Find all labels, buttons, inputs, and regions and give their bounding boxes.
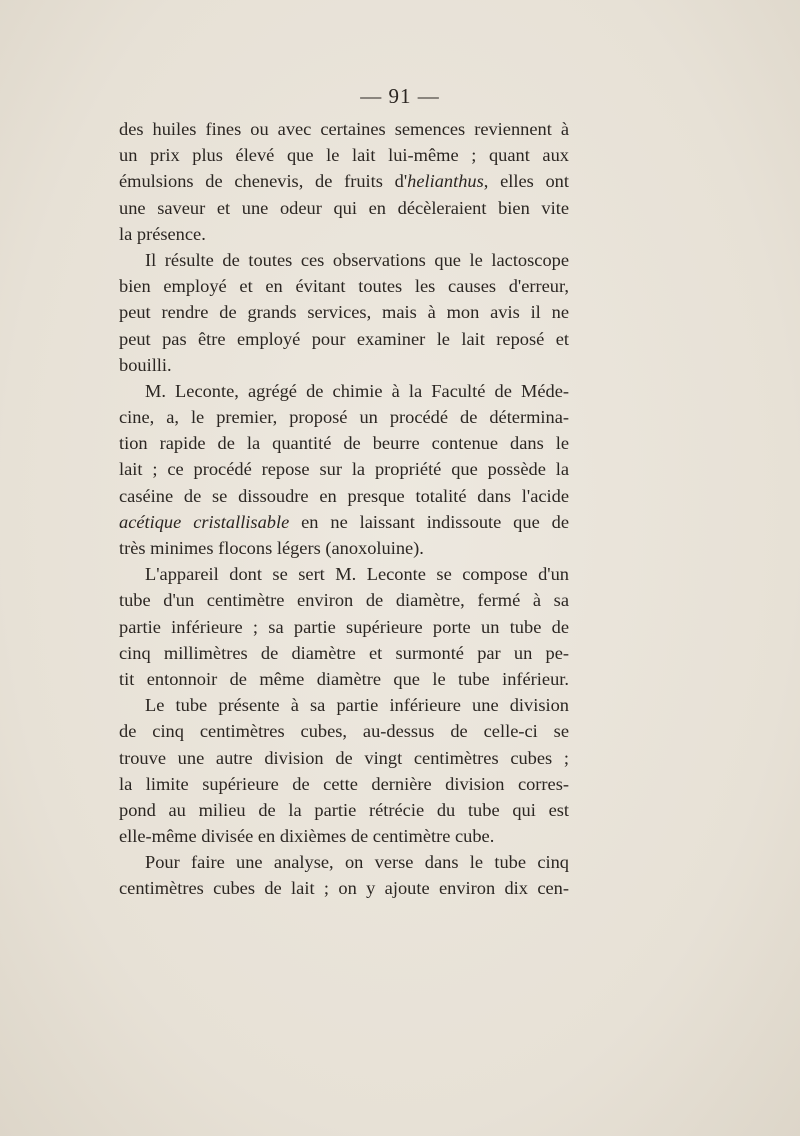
- text-line: des huiles fines ou avec certaines semences reviennent à: [119, 119, 569, 139]
- text-line: cinq millimètres de diamètre et surmonté par un pe-: [119, 642, 569, 663]
- text-line: bouilli.: [119, 354, 172, 375]
- text-line: trouve une autre division de vingt centimètres cubes ;: [119, 747, 569, 768]
- paragraph-first-line: Il résulte de toutes ces observations que le lactoscope: [145, 249, 569, 270]
- text-run: , elles ont: [483, 171, 569, 192]
- paragraph-first-line: Le tube présente à sa partie inférieure une division: [145, 695, 569, 716]
- text-line: tit entonnoir de même diamètre que le tube inférieur.: [119, 668, 569, 689]
- text-line: lait ; ce procédé repose sur la propriété que possède la: [119, 459, 569, 480]
- text-run: en ne laissant indissoute que de: [289, 511, 569, 532]
- text-line: tion rapide de la quantité de beurre contenue dans le: [119, 433, 569, 454]
- text-line: un prix plus élevé que le lait lui-même ; quant aux: [119, 145, 569, 166]
- text-line: partie inférieure ; sa partie supérieure porte un tube de: [119, 616, 569, 637]
- text-line: la limite supérieure de cette dernière division corres-: [119, 773, 569, 794]
- text-line: cine, a, le premier, proposé un procédé de détermina-: [119, 407, 569, 428]
- text-line: centimètres cubes de lait ; on y ajoute environ dix cen-: [119, 878, 569, 899]
- text-line: bien employé et en évitant toutes les causes d'erreur,: [119, 276, 569, 297]
- paragraph-first-line: L'appareil dont se sert M. Leconte se compose d'un: [145, 564, 569, 585]
- italic-term: acétique cristallisable: [119, 511, 290, 532]
- text-line: très minimes flocons légers (anoxoluine).: [119, 538, 424, 558]
- text-line: [119, 509, 569, 535]
- text-line: une saveur et une odeur qui en décèleraient bien vite: [119, 197, 569, 218]
- text-line: elle-même divisée en dixièmes de centimètre cube.: [119, 826, 495, 847]
- text-line: peut pas être employé pour examiner le lait reposé et: [119, 328, 569, 349]
- text-line: pond au milieu de la partie rétrécie du tube qui est: [119, 799, 569, 820]
- text-line: la présence.: [119, 223, 206, 244]
- page-number: — 91 —: [360, 84, 440, 108]
- body-text: [119, 116, 569, 902]
- paragraph-first-line: M. Leconte, agrégé de chimie à la Faculté de Méde-: [145, 380, 569, 401]
- italic-term: helianthus: [407, 171, 484, 192]
- text-line: peut rendre de grands services, mais à mon avis il ne: [119, 302, 569, 323]
- text-line: tube d'un centimètre environ de diamètre, fermé à sa: [119, 590, 569, 611]
- text-run: émulsions de chenevis, de fruits d': [119, 171, 408, 192]
- text-line: de cinq centimètres cubes, au-dessus de celle-ci se: [119, 721, 569, 742]
- paragraph-first-line: Pour faire une analyse, on verse dans le tube cinq: [145, 852, 569, 873]
- text-line: [119, 168, 569, 194]
- text-line: caséine de se dissoudre en presque totalité dans l'acide: [119, 485, 569, 506]
